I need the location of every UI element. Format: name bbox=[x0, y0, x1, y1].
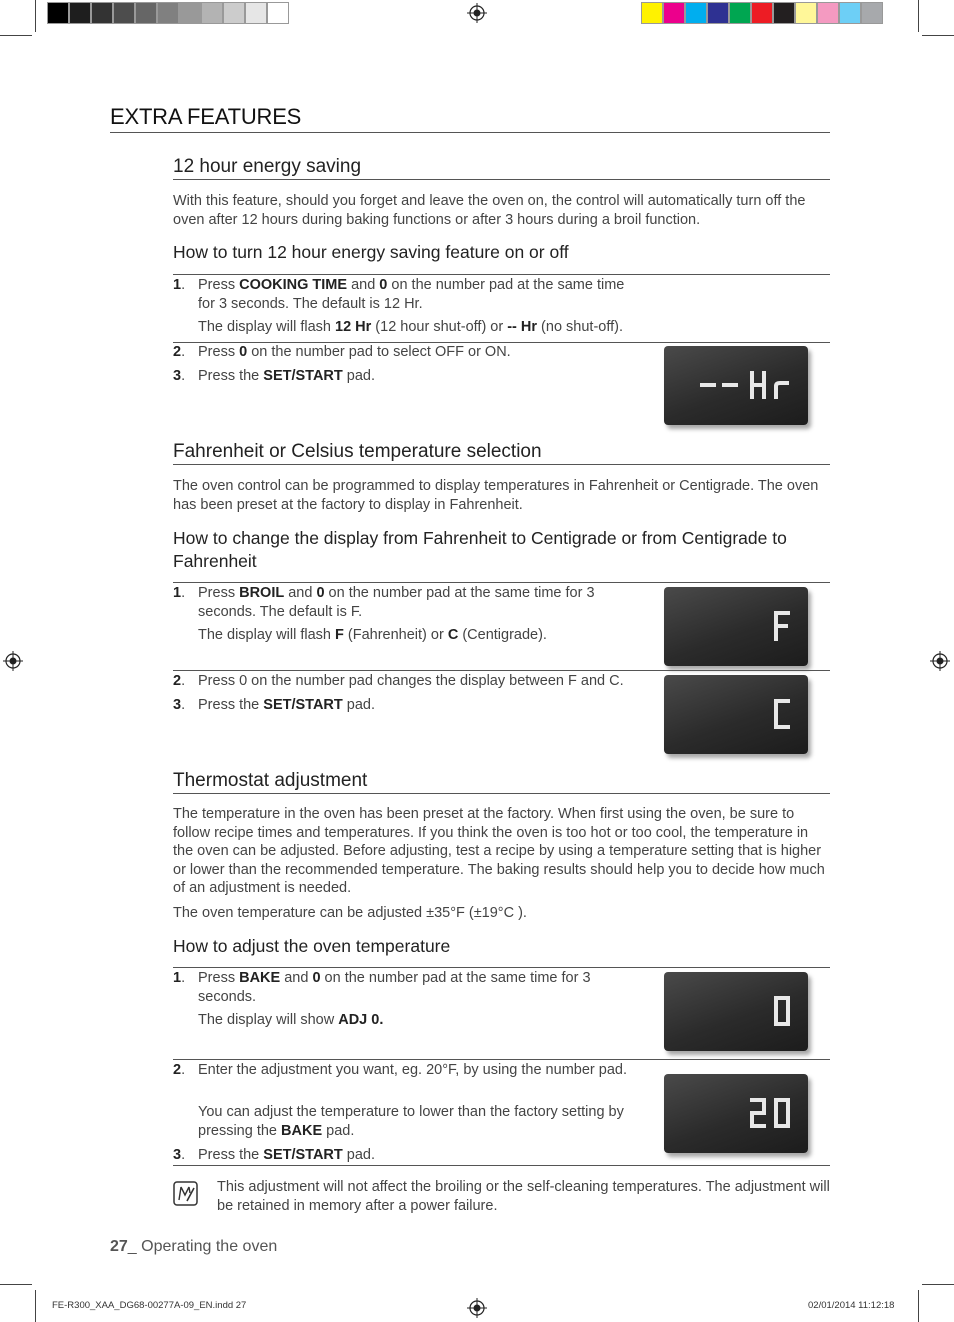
gray-swatch bbox=[69, 2, 91, 24]
gray-swatch bbox=[245, 2, 267, 24]
slug-filename: FE-R300_XAA_DG68-00277A-09_EN.indd 27 bbox=[52, 1300, 247, 1311]
page-title: EXTRA FEATURES bbox=[110, 104, 830, 133]
crop-mark bbox=[35, 0, 36, 32]
gray-swatch-bar bbox=[47, 2, 289, 24]
gray-swatch bbox=[223, 2, 245, 24]
section-intro: The oven control can be programmed to display temperatures in Fahrenheit or Centigrade. The oven has been preset at the factory to display in Fahrenheit. bbox=[173, 478, 819, 513]
step-2-note: You can adjust the temperature to lower than the factory setting by pressing the BAKE pad. bbox=[198, 1104, 624, 1139]
step-1-note: The display will show ADJ 0. bbox=[198, 1012, 384, 1028]
registration-mark-icon bbox=[467, 1298, 487, 1318]
registration-mark-icon bbox=[467, 3, 487, 23]
crop-mark bbox=[0, 1284, 32, 1285]
color-swatch bbox=[795, 2, 817, 24]
divider bbox=[173, 1059, 830, 1060]
color-swatch bbox=[707, 2, 729, 24]
oven-display-no-shutoff bbox=[664, 346, 808, 425]
crop-mark bbox=[922, 1284, 954, 1285]
color-swatch bbox=[773, 2, 795, 24]
svg-text:0: 0 bbox=[664, 972, 665, 973]
color-swatch bbox=[729, 2, 751, 24]
color-swatch bbox=[663, 2, 685, 24]
oven-display-adjust-twenty bbox=[664, 1074, 808, 1153]
howto-heading: How to change the display from Fahrenheit to Centigrade or from Centigrade to Fahrenheit bbox=[173, 528, 787, 571]
divider bbox=[173, 967, 830, 968]
oven-display-adjust-zero bbox=[664, 972, 808, 1051]
crop-mark bbox=[918, 1290, 919, 1322]
color-swatch-bar bbox=[641, 2, 883, 24]
crop-mark bbox=[922, 35, 954, 36]
note-pencil-icon bbox=[173, 1181, 198, 1206]
section-heading-energy-saving: 12 hour energy saving bbox=[173, 156, 830, 180]
oven-display-centigrade bbox=[664, 675, 808, 754]
section-intro: The temperature in the oven has been preset at the factory. When first using the oven, be sure to follow recipe times and temperatures. If you think the oven is too hot or too cool, the temperature in the oven can be adjusted. Before adjusting, test a recipe by using a temperature setting that is higher or lower than the recommended temperature. The baking results should help you to decide how much of an adjustment is needed. bbox=[173, 806, 825, 896]
color-swatch bbox=[641, 2, 663, 24]
color-swatch bbox=[685, 2, 707, 24]
step-1-note: The display will flash F (Fahrenheit) or C (Centigrade). bbox=[198, 627, 547, 643]
howto-heading: How to adjust the oven temperature bbox=[173, 936, 451, 956]
page-footer bbox=[110, 1238, 277, 1256]
gray-swatch bbox=[47, 2, 69, 24]
color-swatch bbox=[817, 2, 839, 24]
slug-date: 02/01/2014 11:12:18 bbox=[808, 1300, 895, 1311]
color-swatch bbox=[839, 2, 861, 24]
crop-mark bbox=[35, 1290, 36, 1322]
svg-text:20: 20 bbox=[664, 1074, 666, 1075]
gray-swatch bbox=[157, 2, 179, 24]
section-heading-temperature-unit: Fahrenheit or Celsius temperature selection bbox=[173, 441, 830, 465]
page-number: 27 bbox=[110, 1238, 128, 1255]
gray-swatch bbox=[179, 2, 201, 24]
step-1-note: The display will flash 12 Hr (12 hour shut-off) or -- Hr (no shut-off). bbox=[198, 319, 623, 335]
registration-mark-icon bbox=[930, 651, 950, 671]
gray-swatch bbox=[267, 2, 289, 24]
divider bbox=[173, 582, 830, 583]
gray-swatch bbox=[135, 2, 157, 24]
color-swatch bbox=[751, 2, 773, 24]
svg-text:F: F bbox=[664, 587, 665, 588]
divider bbox=[173, 274, 830, 275]
divider bbox=[173, 1165, 830, 1166]
crop-mark bbox=[0, 35, 32, 36]
gray-swatch bbox=[201, 2, 223, 24]
section-heading-thermostat: Thermostat adjustment bbox=[173, 770, 830, 794]
gray-swatch bbox=[91, 2, 113, 24]
registration-mark-icon bbox=[3, 651, 23, 671]
color-swatch bbox=[861, 2, 883, 24]
adjust-range-text: The oven temperature can be adjusted ±35°F (±19°C ). bbox=[173, 905, 527, 921]
note-text: This adjustment will not affect the broiling or the self-cleaning temperatures. The adjustment will be retained in memory after a power failure. bbox=[217, 1179, 830, 1214]
svg-text:C: C bbox=[664, 675, 665, 676]
crop-mark bbox=[918, 0, 919, 32]
oven-display-fahrenheit bbox=[664, 587, 808, 666]
gray-swatch bbox=[113, 2, 135, 24]
divider bbox=[173, 670, 830, 671]
svg-text:--Hr: --Hr bbox=[664, 346, 666, 347]
howto-heading: How to turn 12 hour energy saving feature on or off bbox=[173, 242, 569, 262]
footer-label: _ Operating the oven bbox=[127, 1238, 278, 1255]
section-intro: With this feature, should you forget and leave the oven on, the control will automatically turn off the oven after 12 hours during baking functions or after 3 hours during a broil function. bbox=[173, 193, 806, 228]
